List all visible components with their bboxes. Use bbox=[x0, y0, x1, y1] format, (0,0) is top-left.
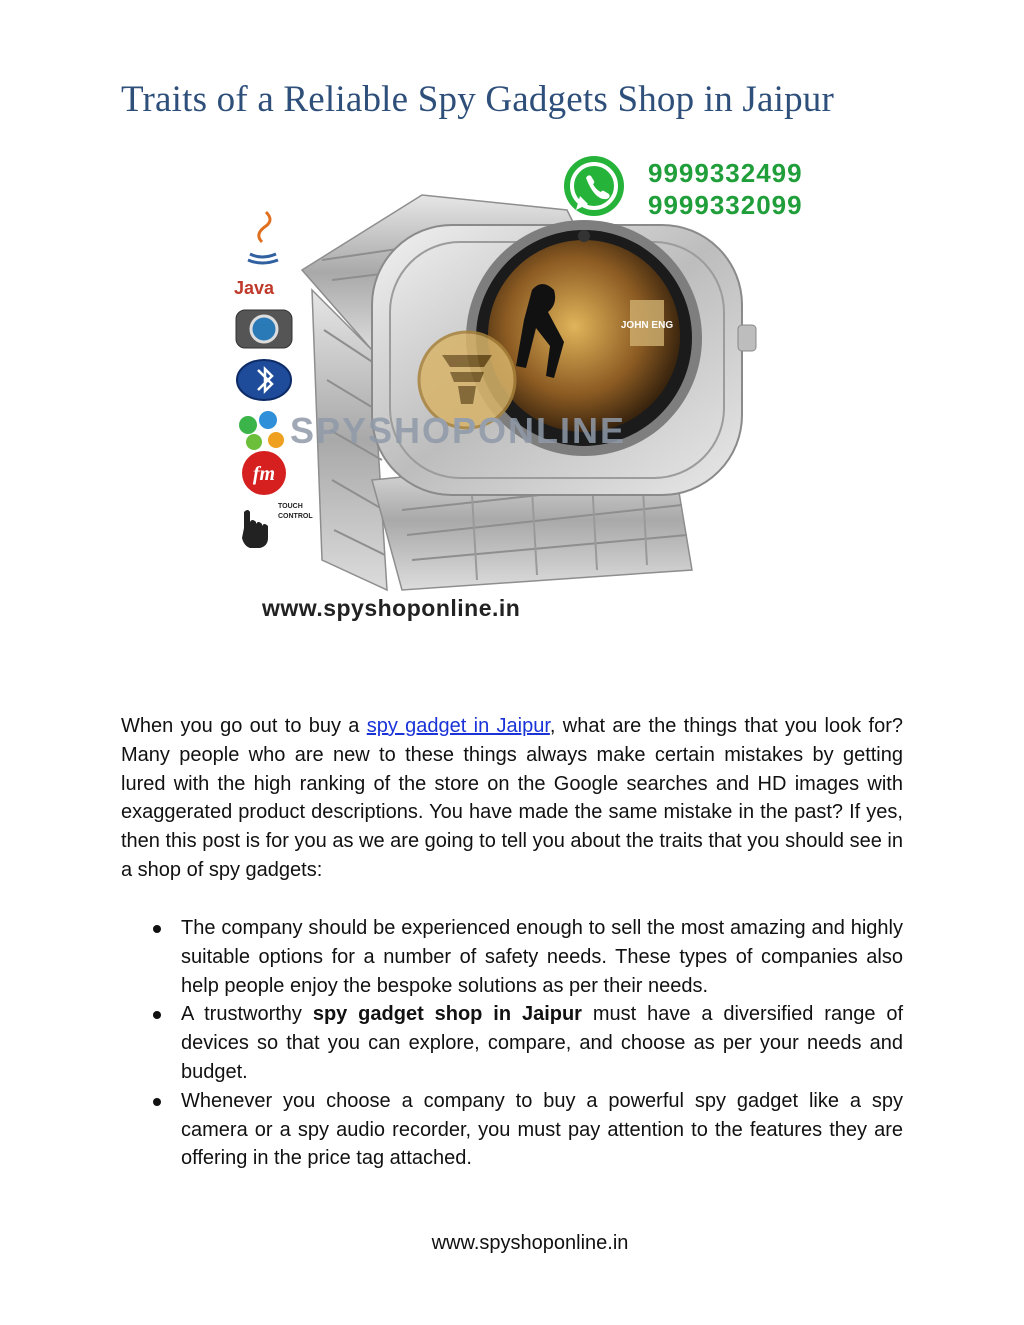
bullet-icon bbox=[153, 1098, 161, 1106]
traits-list bbox=[121, 914, 903, 1173]
spy-watch-illustration bbox=[172, 150, 812, 640]
intro-text-rest: , what are the things that you look for? Many people who are new to these things always make certain mistakes by getting lured with the high ranking of the store on the Google searches and HD images with exaggerated product descriptions. You have made the same mistake in the past? If yes, then this post is for you as we are going to tell you about the traits that you should see in a shop of spy gadgets: bbox=[121, 715, 903, 881]
page-footer: www.spyshoponline.in bbox=[431, 1232, 629, 1254]
list-item bbox=[121, 1087, 903, 1173]
touch-label-2: CONTROL bbox=[278, 513, 313, 520]
list-item bbox=[121, 914, 903, 1000]
list-item-text: The company should be experienced enough to sell the most amazing and highly suitable options for a number of safety needs. These types of companies also help people enjoy the bespoke solutions as per their needs. bbox=[181, 917, 903, 997]
product-image bbox=[172, 150, 812, 640]
spy-gadget-link[interactable]: spy gadget in Jaipur bbox=[366, 715, 550, 737]
phone-number-1: 9999332499 bbox=[648, 158, 803, 188]
touch-control-icon bbox=[242, 503, 313, 548]
svg-text:fm: fm bbox=[252, 463, 276, 485]
java-icon bbox=[234, 212, 278, 298]
list-item bbox=[121, 1000, 903, 1086]
java-label: Java bbox=[234, 278, 275, 298]
page-title: Traits of a Reliable Spy Gadgets Shop in Jaipur bbox=[121, 79, 835, 120]
whatsapp-icon bbox=[564, 156, 624, 216]
fm-radio-icon bbox=[242, 451, 286, 495]
list-item-text: Whenever you choose a company to buy a powerful spy gadget like a spy camera or a spy audio recorder, you must pay attention to the features they are offering in the price tag attached. bbox=[181, 1089, 903, 1170]
bullet-icon bbox=[153, 925, 161, 933]
watermark-text: SPYSHOPONLINE bbox=[290, 410, 627, 451]
intro-text-start: When you go out to buy a bbox=[121, 715, 367, 737]
image-website: www.spyshoponline.in bbox=[262, 595, 521, 621]
touch-label-1: TOUCH bbox=[278, 503, 303, 510]
intro-paragraph bbox=[121, 712, 903, 885]
camera-icon bbox=[236, 310, 292, 348]
bullet-icon bbox=[153, 1011, 161, 1019]
list-item-text-start: A trustworthy bbox=[181, 1003, 313, 1026]
list-item-text-rest: must have a diversified range of devices so that you can explore, compare, and choose as per your needs and budget. bbox=[181, 1003, 904, 1083]
bluetooth-icon bbox=[237, 360, 291, 400]
phone-number-2: 9999332099 bbox=[648, 190, 803, 220]
list-item-bold: spy gadget shop in Jaipur bbox=[312, 1003, 582, 1026]
screen-title: JOHN ENG bbox=[620, 320, 674, 331]
messenger-icon bbox=[239, 411, 284, 450]
